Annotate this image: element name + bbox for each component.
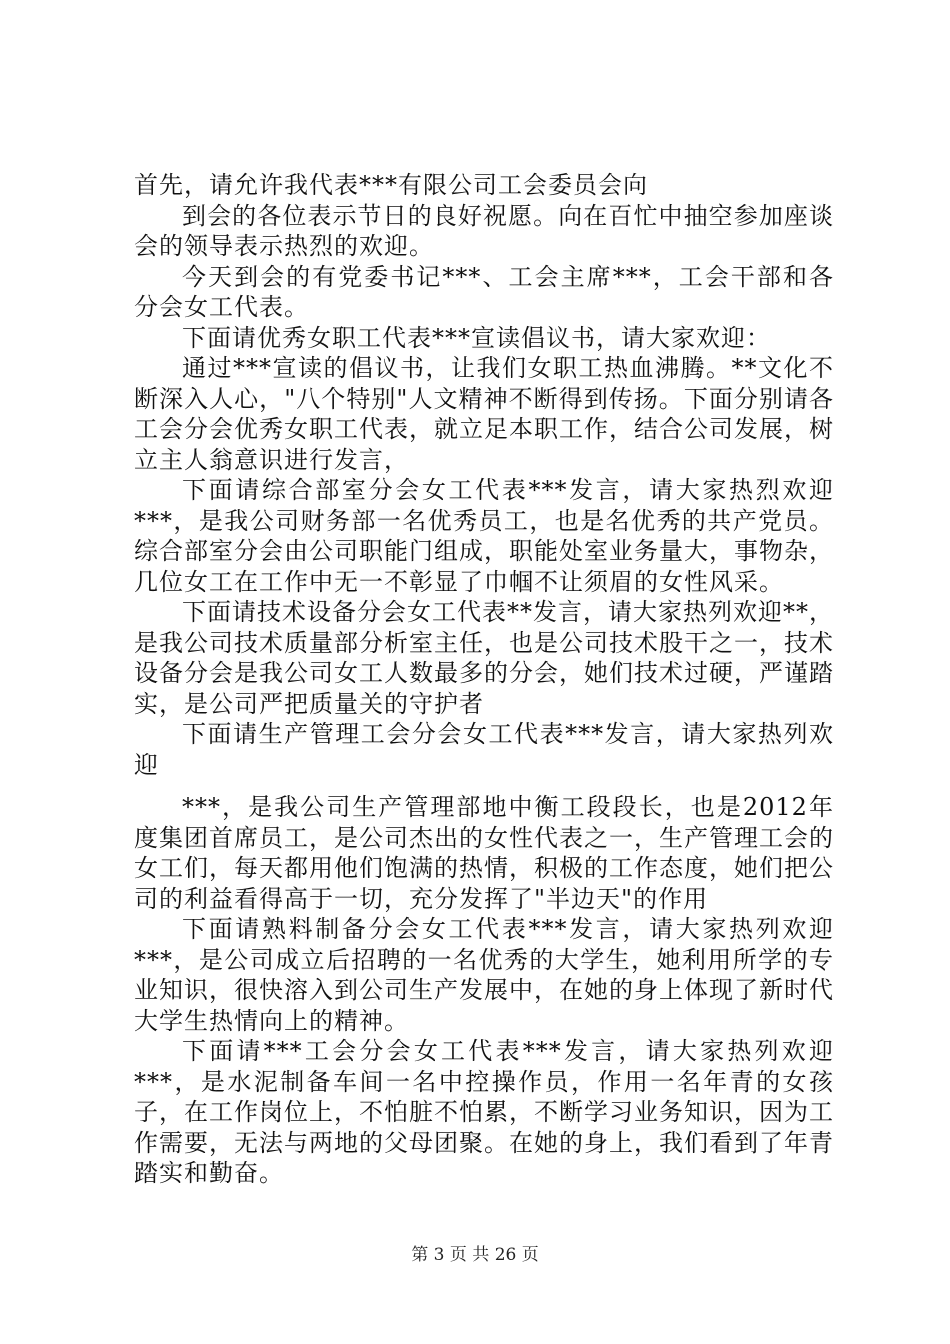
document-body (134, 170, 834, 1189)
paragraph-general-dept: 下面请综合部室分会女工代表***发言，请大家热烈欢迎***，是我公司财务部一名优秀员工，也是名优秀的共产党员。综合部室分会由公司职能门组成，职能处室业务量大，事物杂，几位女工在工作中无一不彰显了巾帼不让须眉的女性风采。 (134, 476, 834, 596)
paragraph-greeting: 到会的各位表示节日的良好祝愿。向在百忙中抽空参加座谈会的领导表示热烈的欢迎。 (134, 201, 834, 260)
paragraph-proposal-intro: 下面请优秀女职工代表***宣读倡议书，请大家欢迎： (182, 323, 771, 352)
paragraph-tech-equipment: 下面请技术设备分会女工代表**发言，请大家热列欢迎**，是我公司技术质量部分析室主任，也是公司技术股干之一，技术设备分会是我公司女工人数最多的分会，她们技术过硬，严谨踏实，是公司严把质量关的守护者 (134, 598, 834, 718)
paragraph-cement: 下面请***工会分会女工代表***发言，请大家热列欢迎***，是水泥制备车间一名中控操作员，作用一名年青的女孩子，在工作岗位上，不怕脏不怕累，不断学习业务知识，因为工作需要，无法与两地的父母团聚。在她的身上，我们看到了年青踏实和勤奋。 (134, 1037, 834, 1187)
paragraph-opening: 首先，请允许我代表***有限公司工会委员会向 (134, 171, 648, 199)
paragraph-attendees: 今天到会的有党委书记***、工会主席***，工会干部和各分会女工代表。 (134, 262, 834, 321)
paragraph-proposal-response: 通过***宣读的倡议书，让我们女职工热血沸腾。**文化不断深入人心，"八个特别"人文精神不断得到传扬。下面分别请各工会分会优秀女职工代表，就立足本职工作，结合公司发展，树立主人翁意识进行发言， (134, 354, 834, 474)
paragraph-production-intro: 下面请生产管理工会分会女工代表***发言，请大家热列欢迎 (134, 720, 834, 779)
paragraph-clinker: 下面请熟料制备分会女工代表***发言，请大家热列欢迎***，是公司成立后招聘的一名优秀的大学生，她利用所学的专业知识，很快溶入到公司生产发展中，在她的身上体现了新时代大学生热情向上的精神。 (134, 915, 834, 1035)
paragraph-production-detail: ***，是我公司生产管理部地中衡工段段长，也是2012年度集团首席员工，是公司杰出的女性代表之一，生产管理工会的女工们，每天都用他们饱满的热情，积极的工作态度，她们把公司的利益看得高于一切，充分发挥了"半边天"的作用 (134, 793, 834, 913)
page-footer: 第 3 页 共 26 页 (411, 1245, 539, 1265)
